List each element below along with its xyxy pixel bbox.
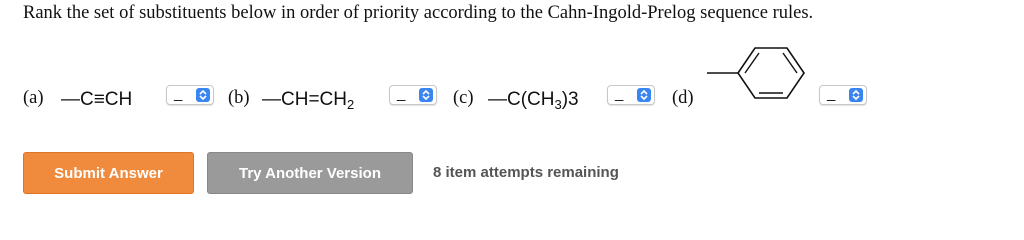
chevron-updown-icon <box>849 88 863 102</box>
rank-select-b-value: _ <box>397 85 406 102</box>
rank-select-d[interactable] <box>819 85 867 105</box>
label-a: (a) <box>23 88 44 108</box>
formula-c: $—C(CH_3)3$ <box>488 89 579 112</box>
label-d: (d) <box>672 88 694 108</box>
label-b: (b) <box>228 88 250 108</box>
rank-select-a-value: _ <box>174 85 183 102</box>
formula-a: —C≡CH <box>61 89 133 110</box>
label-c: (c) <box>453 88 474 108</box>
phenyl-structure-icon <box>705 44 805 124</box>
rank-select-c[interactable] <box>607 85 655 105</box>
try-another-version-button[interactable]: Try Another Version <box>207 152 413 194</box>
submit-answer-button[interactable]: Submit Answer <box>23 152 194 194</box>
rank-select-c-value: _ <box>615 85 624 102</box>
chevron-updown-icon <box>196 88 210 102</box>
formula-b: $—CH=CH_2$ <box>262 89 355 112</box>
question-text: Rank the set of substituents below in order of priority according to the Cahn-Ingold-Prelog sequence rules. <box>23 3 814 23</box>
rank-select-a[interactable] <box>166 85 214 105</box>
attempts-remaining-text: 8 item attempts remaining <box>433 164 619 181</box>
chevron-updown-icon <box>419 88 433 102</box>
rank-select-b[interactable] <box>389 85 437 105</box>
rank-select-d-value: _ <box>827 85 836 102</box>
chevron-updown-icon <box>637 88 651 102</box>
